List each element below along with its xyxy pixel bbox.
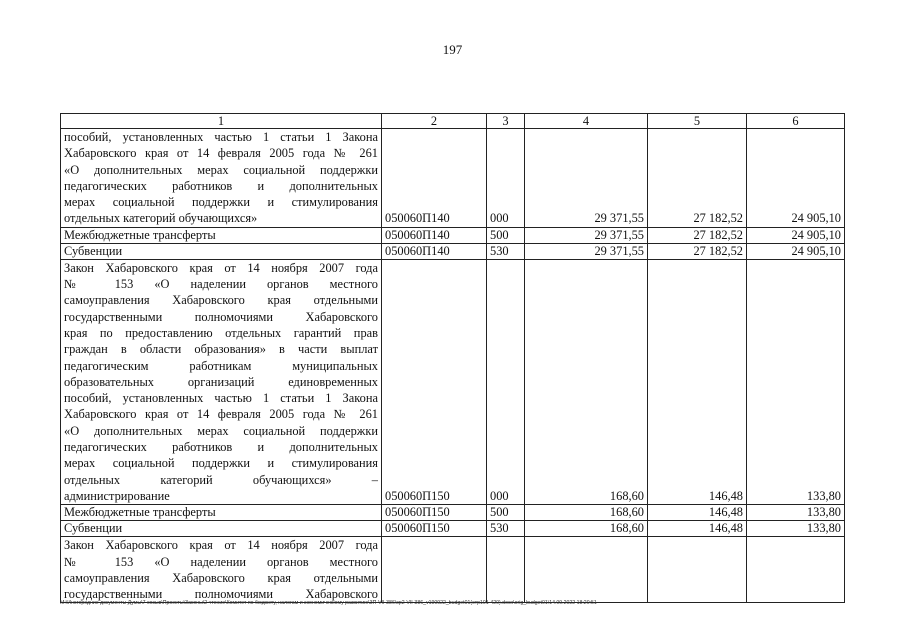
value-col4-cell: 29 371,55 bbox=[525, 243, 648, 259]
value-col6-cell: 133,80 bbox=[747, 521, 845, 537]
value-col4-cell: 29 371,55 bbox=[525, 227, 648, 243]
value-col5-cell: 27 182,52 bbox=[648, 243, 747, 259]
value-col4-cell: 29 371,55 bbox=[525, 129, 648, 228]
expense-type-cell: 530 bbox=[487, 243, 525, 259]
table-header-row bbox=[61, 114, 845, 129]
table-row bbox=[61, 227, 845, 243]
column-header: 2 bbox=[382, 114, 487, 129]
budget-code-cell: 050060П150 bbox=[382, 505, 487, 521]
row-description bbox=[61, 259, 382, 504]
description-line: Субвенции bbox=[64, 521, 123, 536]
budget-code-cell: 050060П150 bbox=[382, 521, 487, 537]
description-line: отдельных категорий обучающихся» bbox=[64, 211, 258, 226]
description-line: «О дополнительных мерах социальной поддержки bbox=[64, 162, 378, 177]
table-row bbox=[61, 243, 845, 259]
description-line: педагогических работников и дополнительных bbox=[64, 178, 378, 193]
budget-table bbox=[60, 113, 845, 603]
page-number: 197 bbox=[442, 42, 463, 57]
expense-type-cell: 530 bbox=[487, 521, 525, 537]
expense-type-cell bbox=[487, 537, 525, 603]
column-header: 5 bbox=[648, 114, 747, 129]
value-col5-cell: 27 182,52 bbox=[648, 227, 747, 243]
value-col5-cell: 146,48 bbox=[648, 259, 747, 504]
description-line: пособий, установленных частью 1 статьи 1 Закона bbox=[64, 391, 378, 406]
description-line: края по предоставлению отдельных гарантий прав bbox=[64, 325, 378, 340]
description-line: самоуправления Хабаровского края отдельными bbox=[64, 570, 378, 585]
column-header: 6 bbox=[747, 114, 845, 129]
description-line: администрирование bbox=[64, 488, 170, 503]
value-col5-cell: 27 182,52 bbox=[648, 129, 747, 228]
description-line: Межбюджетные трансферты bbox=[64, 227, 216, 242]
value-col6-cell: 133,80 bbox=[747, 505, 845, 521]
table-row bbox=[61, 129, 845, 228]
expense-type-cell: 000 bbox=[487, 129, 525, 228]
budget-code-cell: 050060П140 bbox=[382, 227, 487, 243]
row-description bbox=[61, 227, 382, 243]
row-description bbox=[61, 521, 382, 537]
value-col6-cell: 24 905,10 bbox=[747, 227, 845, 243]
value-col4-cell bbox=[525, 537, 648, 603]
budget-code-cell bbox=[382, 537, 487, 603]
value-col6-cell: 133,80 bbox=[747, 259, 845, 504]
description-line: Хабаровского края от 14 февраля 2005 года № 261 bbox=[64, 407, 378, 422]
description-line: Межбюджетные трансферты bbox=[64, 505, 216, 520]
value-col4-cell: 168,60 bbox=[525, 505, 648, 521]
row-description bbox=[61, 243, 382, 259]
column-header: 4 bbox=[525, 114, 648, 129]
description-line: государственными полномочиями Хабаровского bbox=[64, 309, 378, 324]
file-path-footer: М:\Иногородние документы Думы\7 созыв\Проекты\Законы\2 чтение\Комитет по бюджету, налогам и экономическому развитию\ЗП-VII-386\ср2-VII-386_v190922_budget01(стр101-420).docx\orig_budget01\14.09.2022 18:20:51 bbox=[60, 600, 597, 606]
expense-type-cell: 000 bbox=[487, 259, 525, 504]
budget-code-cell: 050060П140 bbox=[382, 129, 487, 228]
description-line: педагогическим работникам муниципальных bbox=[64, 358, 378, 373]
expense-type-cell: 500 bbox=[487, 227, 525, 243]
value-col6-cell: 24 905,10 bbox=[747, 243, 845, 259]
description-line: отдельных категорий обучающихся» – bbox=[64, 472, 378, 487]
table-body bbox=[61, 114, 845, 603]
description-line: мерах социальной поддержки и стимулирования bbox=[64, 195, 378, 210]
value-col5-cell bbox=[648, 537, 747, 603]
value-col4-cell: 168,60 bbox=[525, 259, 648, 504]
column-header: 3 bbox=[487, 114, 525, 129]
description-line: граждан в области образования» в части выплат bbox=[64, 342, 378, 357]
value-col4-cell: 168,60 bbox=[525, 521, 648, 537]
expense-type-cell: 500 bbox=[487, 505, 525, 521]
row-description bbox=[61, 505, 382, 521]
description-line: Субвенции bbox=[64, 243, 123, 258]
description-line: педагогических работников и дополнительных bbox=[64, 440, 378, 455]
description-line: № 153 «О наделении органов местного bbox=[64, 554, 378, 569]
description-line: № 153 «О наделении органов местного bbox=[64, 277, 378, 292]
value-col6-cell: 24 905,10 bbox=[747, 129, 845, 228]
budget-code-cell: 050060П140 bbox=[382, 243, 487, 259]
value-col6-cell bbox=[747, 537, 845, 603]
row-description bbox=[61, 537, 382, 603]
column-header: 1 bbox=[61, 114, 382, 129]
description-line: Закон Хабаровского края от 14 ноября 2007 года bbox=[64, 538, 378, 553]
row-description bbox=[61, 129, 382, 228]
value-col5-cell: 146,48 bbox=[648, 505, 747, 521]
table-row bbox=[61, 521, 845, 537]
description-line: Закон Хабаровского края от 14 ноября 2007 года bbox=[64, 260, 378, 275]
description-line: пособий, установленных частью 1 статьи 1 Закона bbox=[64, 130, 378, 144]
value-col5-cell: 146,48 bbox=[648, 521, 747, 537]
description-line: образовательных организаций единовременных bbox=[64, 374, 378, 389]
description-line: государственными полномочиями Хабаровского bbox=[64, 587, 378, 602]
table-row bbox=[61, 259, 845, 504]
description-line: мерах социальной поддержки и стимулирования bbox=[64, 456, 378, 471]
description-line: «О дополнительных мерах социальной поддержки bbox=[64, 423, 378, 438]
table-row bbox=[61, 537, 845, 603]
description-line: Хабаровского края от 14 февраля 2005 года № 261 bbox=[64, 146, 378, 161]
table-row bbox=[61, 505, 845, 521]
description-line: самоуправления Хабаровского края отдельными bbox=[64, 293, 378, 308]
budget-code-cell: 050060П150 bbox=[382, 259, 487, 504]
